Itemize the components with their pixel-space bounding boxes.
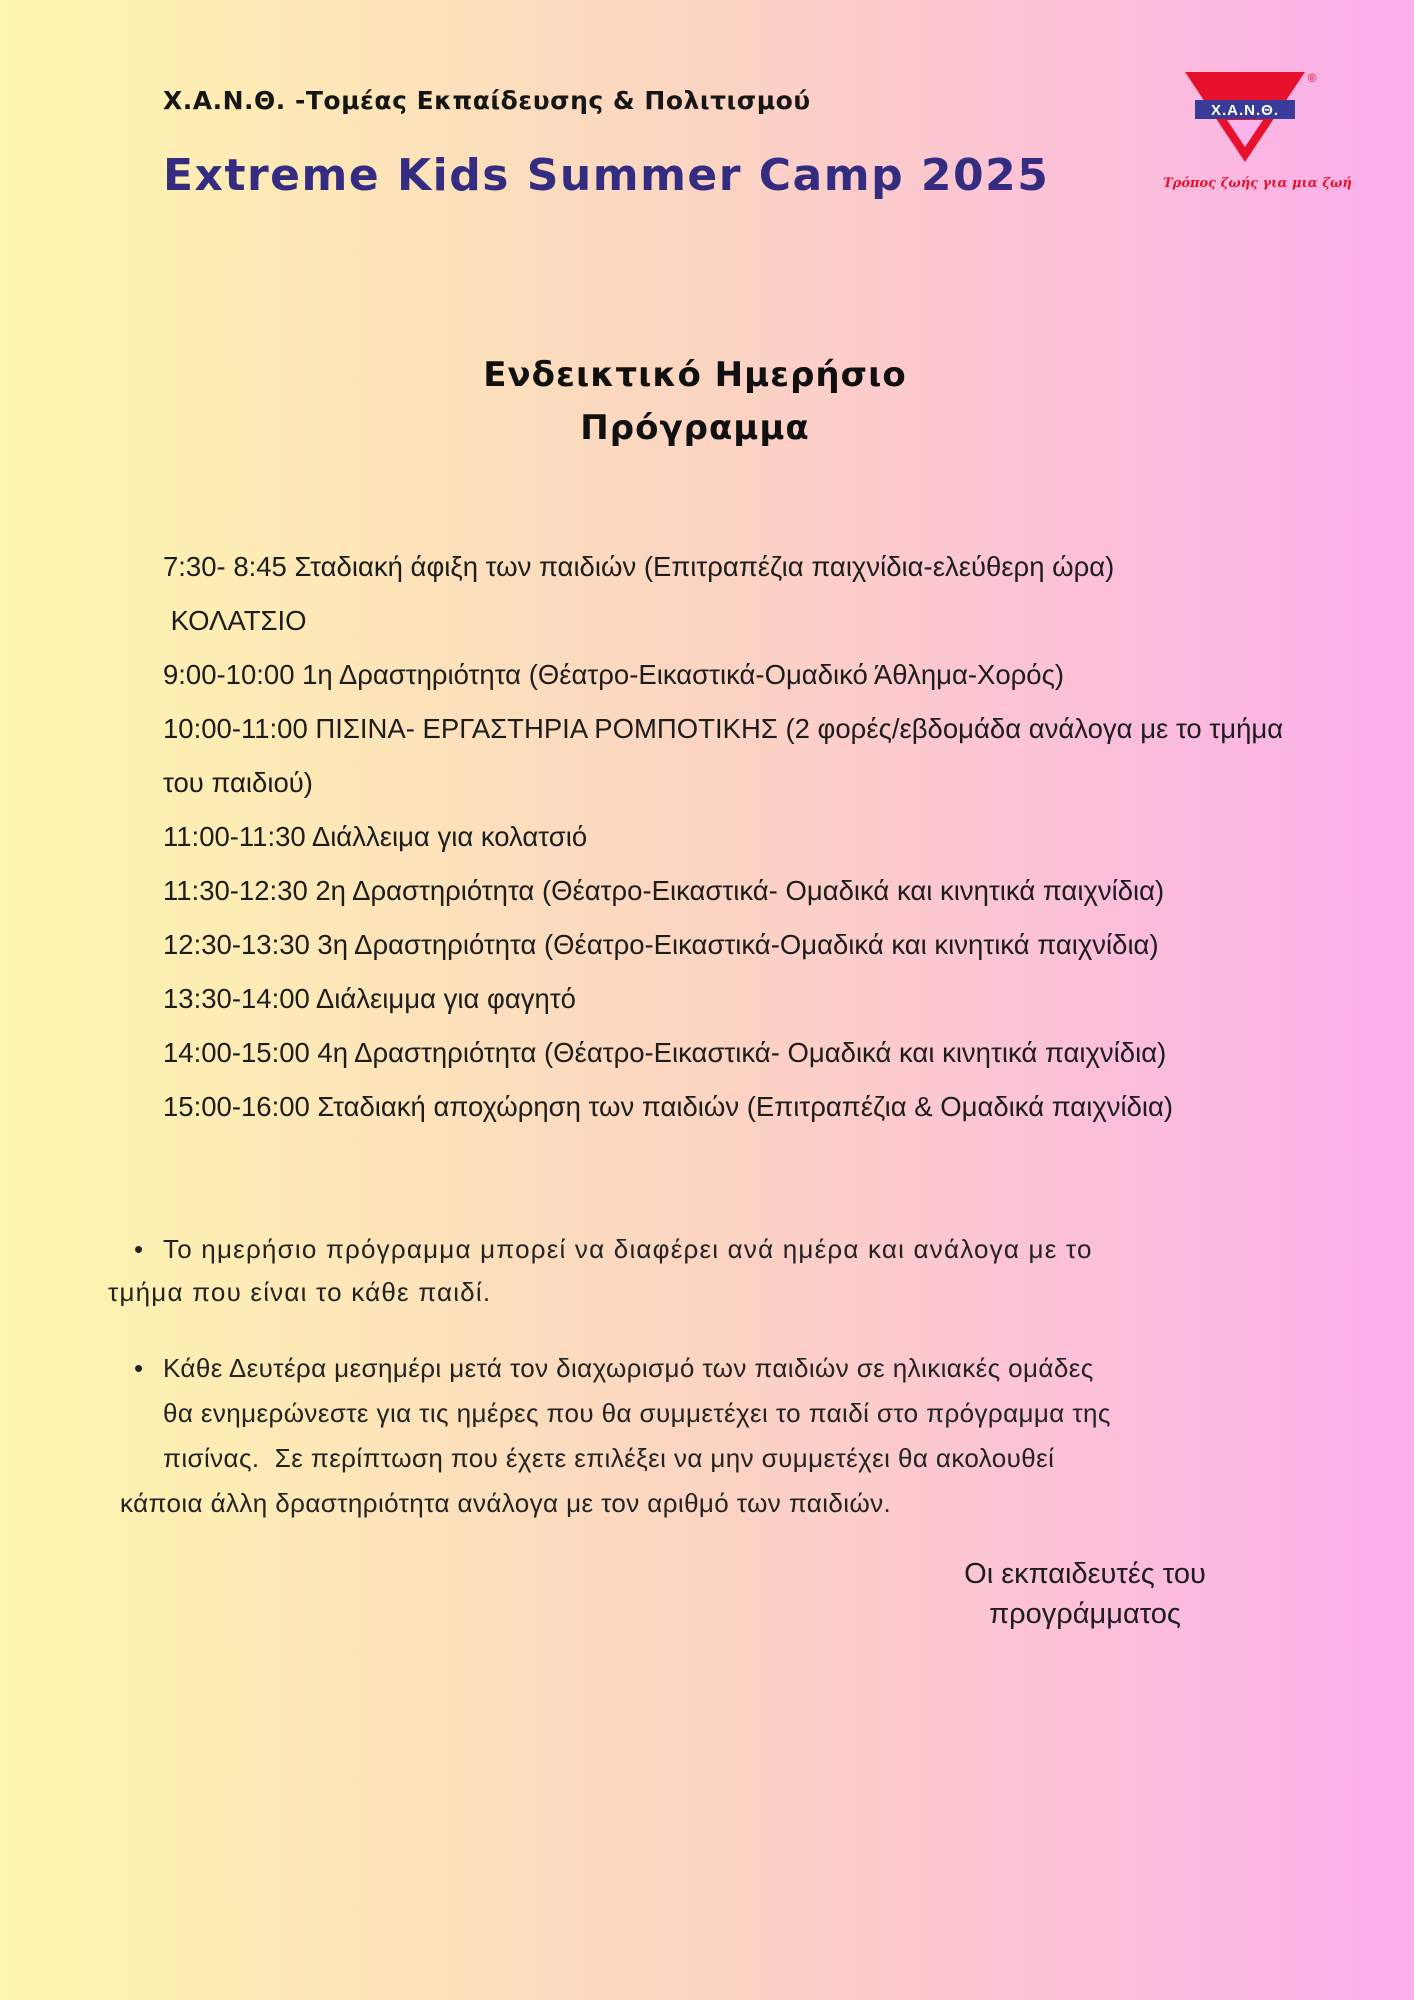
note-text: τμήμα που είναι το κάθε παιδί.: [108, 1276, 492, 1307]
schedule-line: 11:00-11:30 Διάλλειμα για κολατσιό: [163, 821, 588, 852]
program-heading-line1: Ενδεικτικό Ημερήσιο: [483, 355, 907, 395]
schedule-line: ΚΟΛΑΤΣΙΟ: [163, 605, 307, 636]
schedule-line: 11:30-12:30 2η Δραστηριότητα (Θέατρο-Εικαστικά- Ομαδικά και κινητικά παιχνίδια): [163, 875, 1165, 906]
daily-schedule: [163, 540, 1283, 1134]
program-heading-line2: Πρόγραμμα: [580, 408, 810, 448]
logo-tagline: Τρόπος ζωής για μια ζωή: [1163, 176, 1352, 191]
note-bullet2-line1: [134, 1346, 1094, 1390]
note-text: κάποια άλλη δραστηριότητα ανάλογα με τον αριθμό των παιδιών.: [120, 1487, 892, 1518]
xanth-triangle-icon: [1163, 70, 1327, 174]
signature-line2: προγράμματος: [989, 1598, 1181, 1630]
registered-mark-icon: ®: [1307, 71, 1317, 85]
schedule-line: 12:30-13:30 3η Δραστηριότητα (Θέατρο-Εικαστικά-Ομαδικά και κινητικά παιχνίδια): [163, 929, 1159, 960]
page-title: Extreme Kids Summer Camp 2025: [163, 150, 1050, 201]
xanth-logo: [1163, 70, 1352, 191]
note-text: Το ημερήσιο πρόγραμμα μπορεί να διαφέρει ανά ημέρα και ανάλογα με το: [163, 1233, 1093, 1264]
note-bullet2-line3: [163, 1436, 1054, 1480]
schedule-line: 7:30- 8:45 Σταδιακή άφιξη των παιδιών (Επιτραπέζια παιχνίδια-ελεύθερη ώρα): [163, 551, 1115, 582]
note-text: πισίνας. Σε περίπτωση που έχετε επιλέξει να μην συμμετέχει θα ακολουθεί: [163, 1442, 1055, 1473]
note-bullet1-line1: [134, 1227, 1093, 1271]
schedule-line: 9:00-10:00 1η Δραστηριότητα (Θέατρο-Εικαστικά-Ομαδικό Άθλημα-Χορός): [163, 659, 1065, 690]
schedule-line: 14:00-15:00 4η Δραστηριότητα (Θέατρο-Εικαστικά- Ομαδικά και κινητικά παιχνίδια): [163, 1037, 1167, 1068]
program-heading: [0, 349, 1390, 455]
schedule-line: του παιδιού): [163, 767, 313, 798]
note-bullet2-line2: [163, 1391, 1111, 1435]
bullet-dot-icon: •: [134, 1352, 144, 1383]
note-bullet2-line4: [120, 1481, 891, 1525]
bullet-dot-icon: •: [134, 1233, 145, 1264]
note-text: Κάθε Δευτέρα μεσημέρι μετά τον διαχωρισμό των παιδιών σε ηλικιακές ομάδες: [163, 1352, 1094, 1383]
logo-acronym: Χ.Α.Ν.Θ.: [1210, 102, 1280, 119]
signature-block: [885, 1554, 1285, 1634]
schedule-line: 13:30-14:00 Διάλειμμα για φαγητό: [163, 983, 576, 1014]
schedule-line: 15:00-16:00 Σταδιακή αποχώρηση των παιδιών (Επιτραπέζια & Ομαδικά παιχνίδια): [163, 1091, 1174, 1122]
org-header: Χ.Α.Ν.Θ. -Τομέας Εκπαίδευσης & Πολιτισμού: [163, 86, 811, 115]
schedule-line: 10:00-11:00 ΠΙΣΙΝΑ- ΕΡΓΑΣΤΗΡΙΑ ΡΟΜΠΟΤΙΚΗΣ (2 φορές/εβδομάδα ανάλογα με το τμήμα: [163, 713, 1284, 744]
note-text: θα ενημερώνεστε για τις ημέρες που θα συμμετέχει το παιδί στο πρόγραμμα της: [163, 1397, 1111, 1428]
signature-line1: Οι εκπαιδευτές του: [964, 1558, 1206, 1590]
note-bullet1-line2: [108, 1270, 491, 1314]
